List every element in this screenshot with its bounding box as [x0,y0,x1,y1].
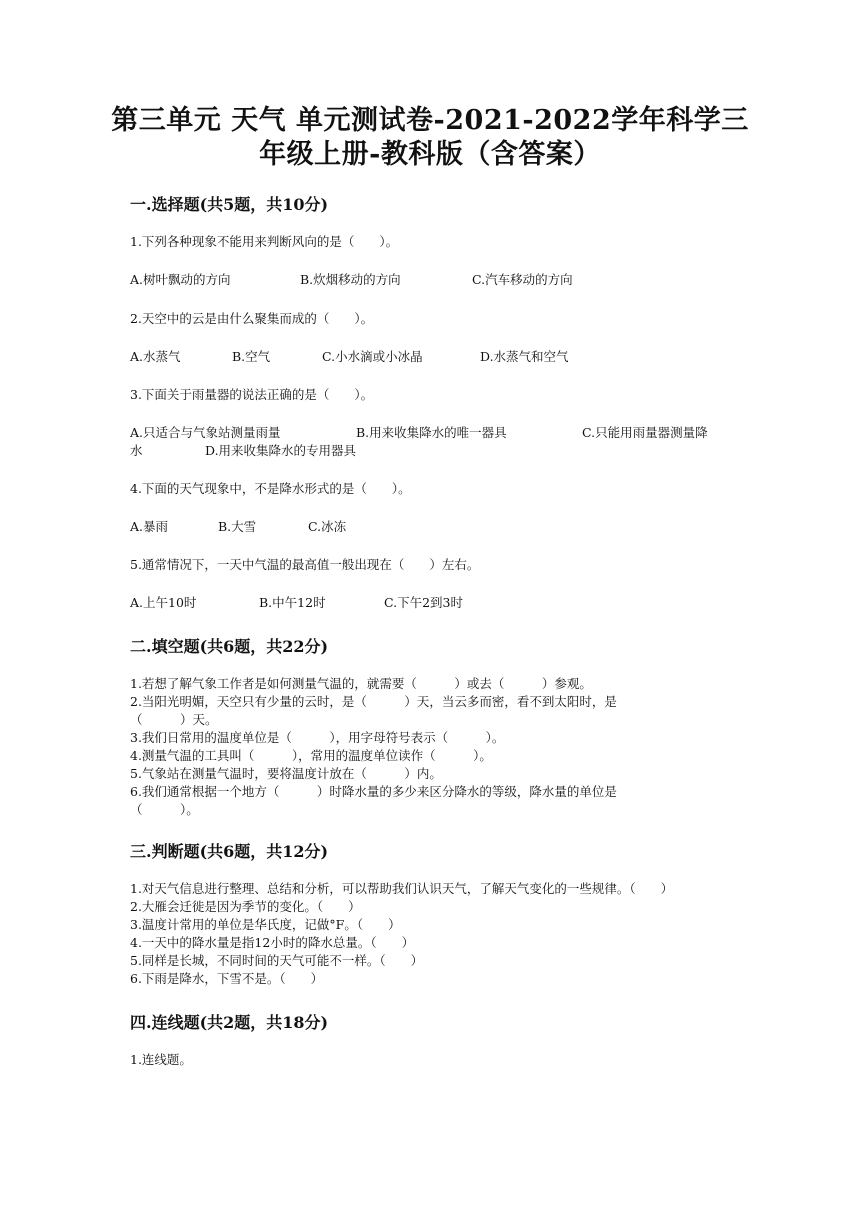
question-options [130,518,346,536]
section-heading-matching: 四.连线题(共2题，共18分) [130,1013,329,1032]
question-options [130,348,569,366]
list-item: 3.温度计常用的单位是华氏度，记做°F。（ ） [130,917,401,932]
list-item: 4.一天中的降水量是指12小时的降水总量。（ ） [130,935,415,950]
option: B.空气 [232,349,271,364]
document-title [110,104,750,172]
question-text: 5.通常情况下，一天中气温的最高值一般出现在（ ）左右。 [130,557,480,572]
question-text: 2.天空中的云是由什么聚集而成的（ ）。 [130,311,374,326]
question-text: 3.下面关于雨量器的说法正确的是（ ）。 [130,387,374,402]
option: A.只适合与气象站测量雨量 [130,425,281,440]
list-item: （ ）天。 [130,712,218,727]
section-heading-choice: 一.选择题(共5题，共10分) [130,195,329,214]
option: D.用来收集降水的专用器具 [205,443,357,458]
option: C.下午2到3时 [384,595,463,610]
option: C.只能用雨量器测量降 [582,425,708,440]
option: A.暴雨 [130,519,169,534]
option: D.水蒸气和空气 [480,349,569,364]
option: C.小水滴或小冰晶 [322,349,423,364]
option: A.水蒸气 [130,349,181,364]
list-item: 1.对天气信息进行整理、总结和分析，可以帮助我们认识天气，了解天气变化的一些规律。（ ） [130,881,674,896]
option: B.中午12时 [259,595,326,610]
list-item: 1.若想了解气象工作者是如何测量气温的，就需要（ ）或去（ ）参观。 [130,676,592,691]
option: C.冰冻 [308,519,347,534]
option: A.树叶飘动的方向 [130,272,231,287]
option: B.大雪 [218,519,257,534]
option: B.用来收集降水的唯一器具 [356,425,507,440]
list-item: 3.我们日常用的温度单位是（ ），用字母符号表示（ ）。 [130,730,505,745]
list-item: 2.当阳光明媚，天空只有少量的云时，是（ ）天，当云多而密，看不到太阳时，是 [130,694,617,709]
question-text: 4.下面的天气现象中，不是降水形式的是（ ）。 [130,481,411,496]
question-options [130,442,356,460]
option: B.炊烟移动的方向 [300,272,401,287]
title-line-2: 年级上册-教科版（含答案） [259,139,601,170]
list-item: 4.测量气温的工具叫（ ），常用的温度单位读作（ ）。 [130,748,492,763]
list-item: 6.下雨是降水，下雪不是。（ ） [130,971,324,986]
question-options [130,424,708,442]
option: A.上午10时 [130,595,197,610]
section-heading-judgement: 三.判断题(共6题，共12分) [130,842,329,861]
list-item: 2.大雁会迁徙是因为季节的变化。（ ） [130,899,361,914]
list-item: （ ）。 [130,802,199,817]
section-heading-fill: 二.填空题(共6题，共22分) [130,637,329,656]
question-text: 1.连线题。 [130,1052,192,1067]
list-item: 5.气象站在测量气温时，要将温度计放在（ ）内。 [130,766,442,781]
option: C.汽车移动的方向 [472,272,573,287]
question-text: 1.下列各种现象不能用来判断风向的是（ ）。 [130,234,399,249]
title-line-1: 第三单元 天气 单元测试卷-2021-2022学年科学三 [111,105,749,136]
question-options [130,271,573,289]
option: 水 [130,443,143,458]
list-item: 6.我们通常根据一个地方（ ）时降水量的多少来区分降水的等级，降水量的单位是 [130,784,617,799]
question-options [130,594,463,612]
list-item: 5.同样是长城，不同时间的天气可能不一样。（ ） [130,953,424,968]
